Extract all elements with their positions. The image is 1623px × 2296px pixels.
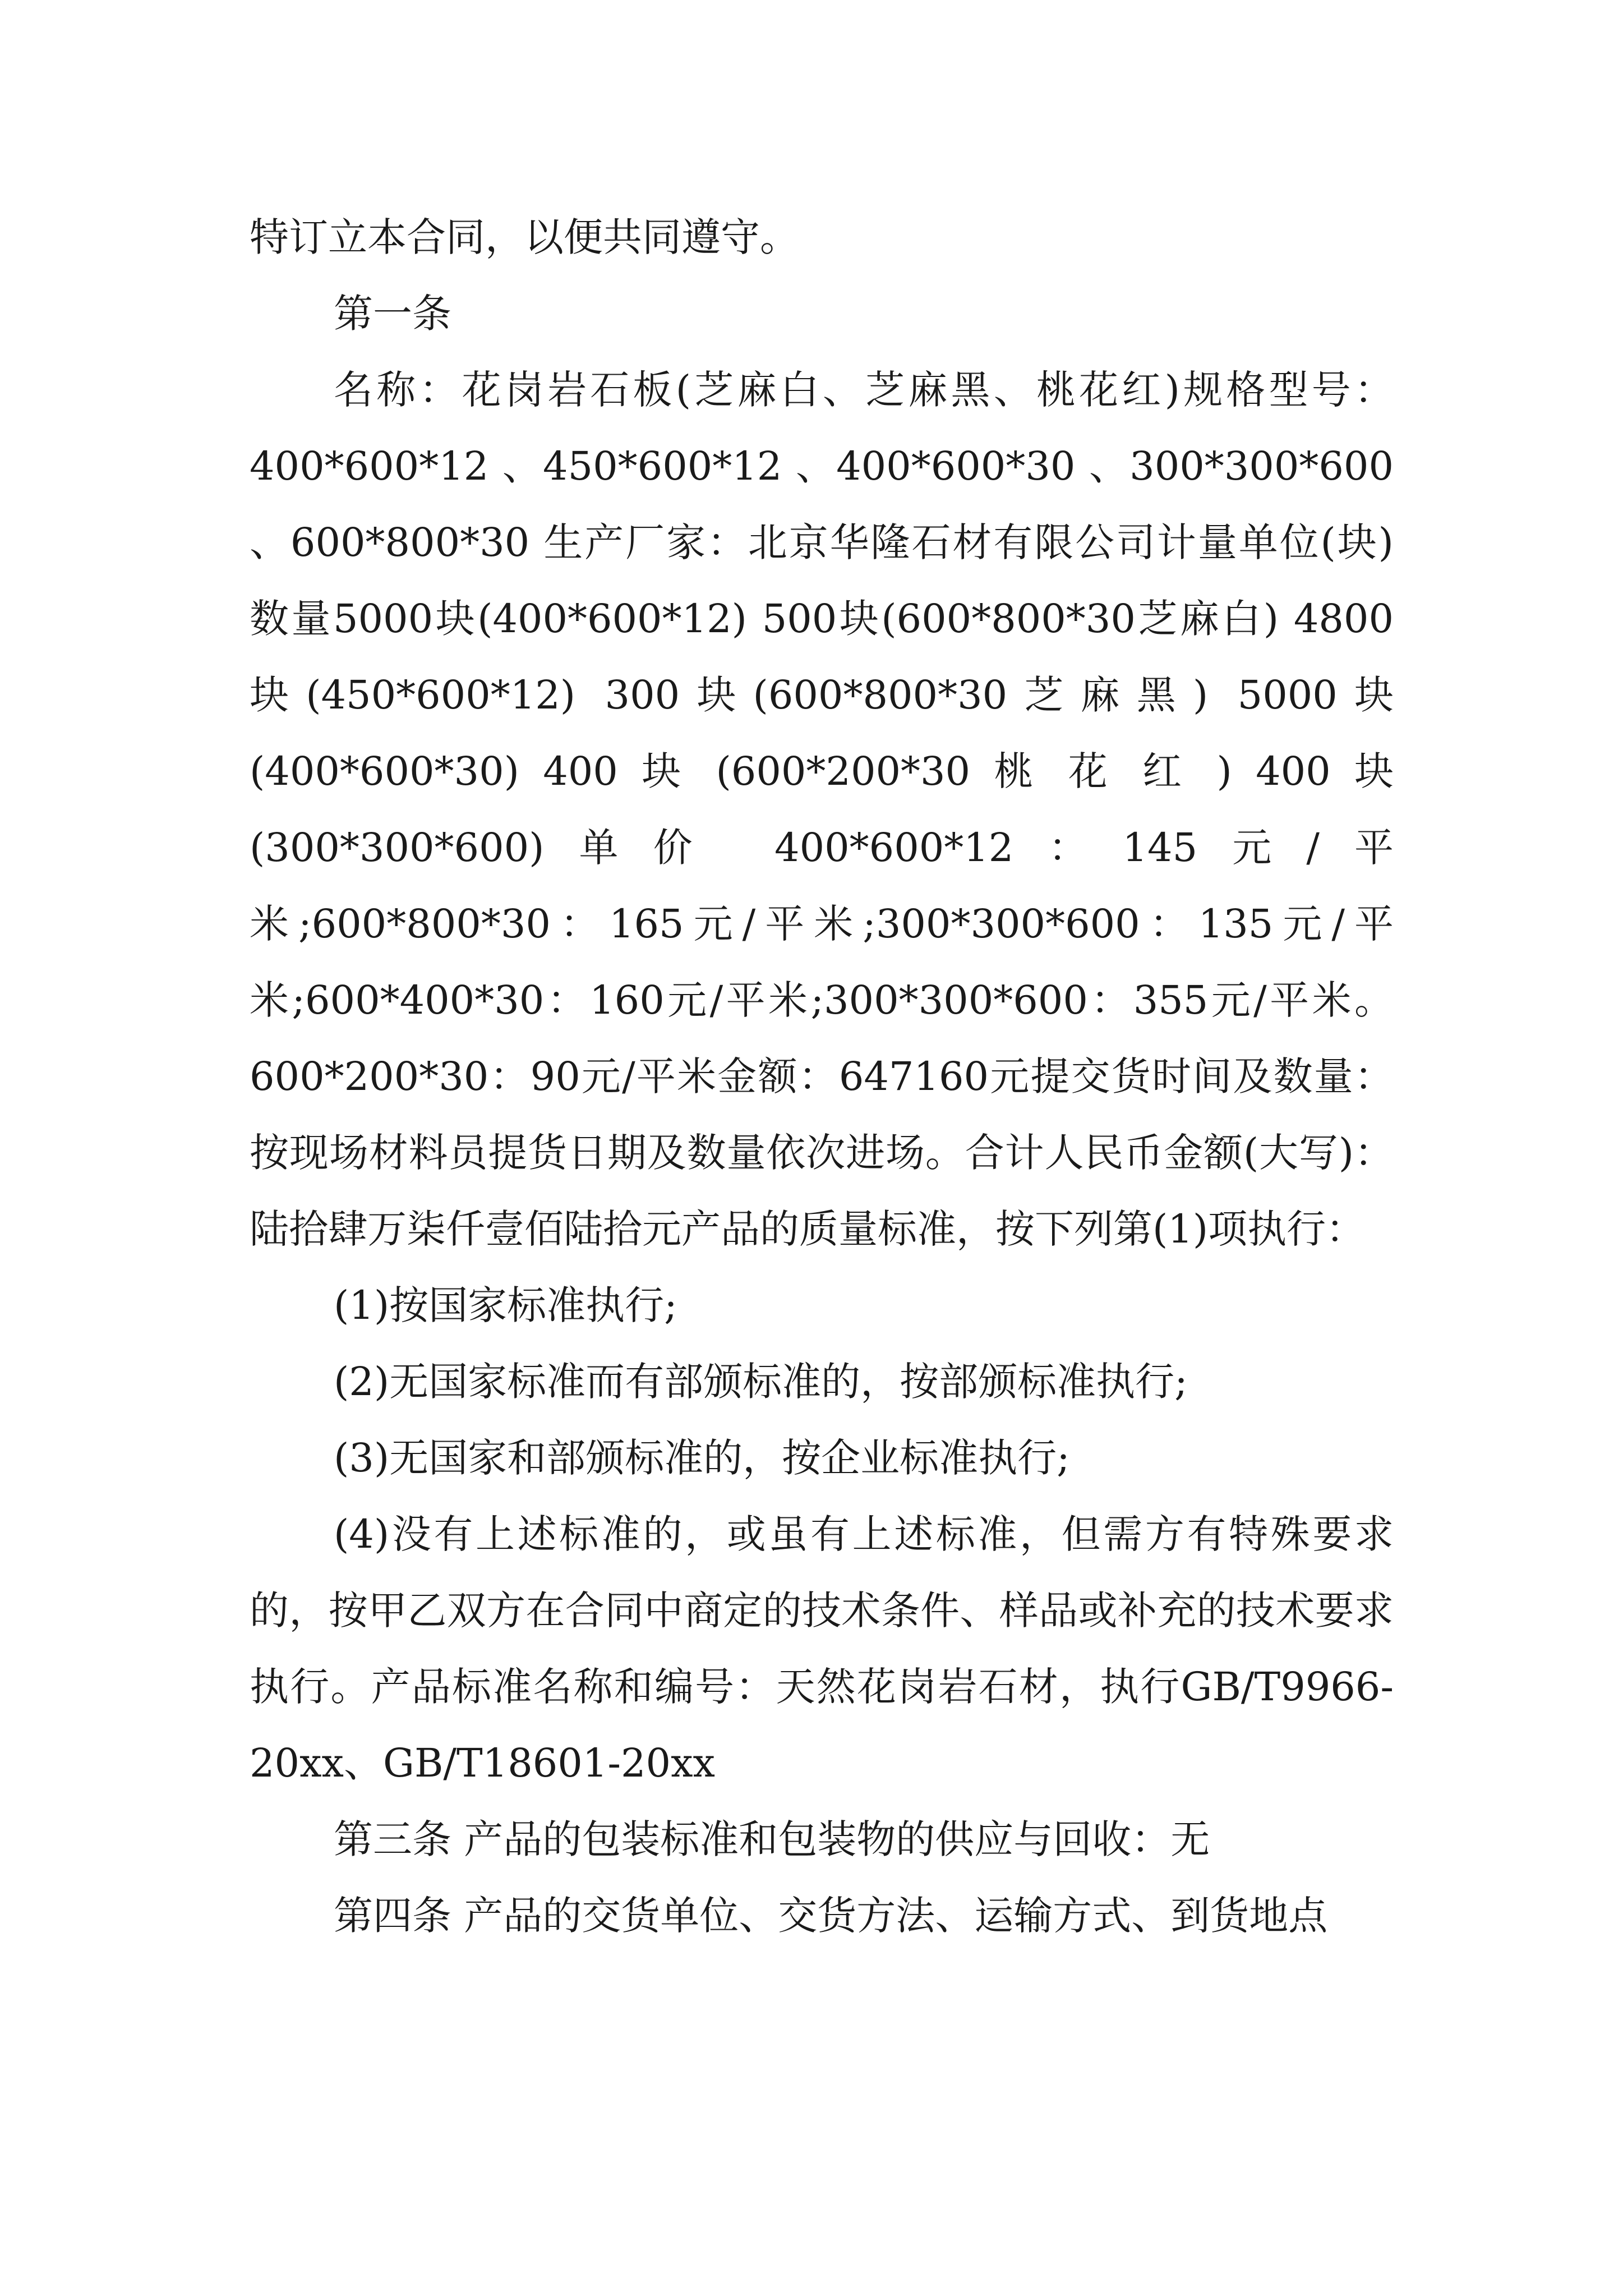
article-three-paragraph: 第三条 产品的包装标准和包装物的供应与回收：无	[334, 1816, 1210, 1862]
product-details-paragraph: 名称：花岗岩石板(芝麻白、芝麻黑、桃花红)规格型号：400*600*12 、450*600*12 、400*600*30 、300*300*600 、600*800*30 生产厂家：北京华隆石材有限公司计量单位(块)数量5000块(400*600*12) 500块(600*800*30芝麻白) 4800块(450*600*12) 300块(600*800*30芝麻黑) 5000块(400*600*30) 400 块 (600*200*30 桃 花 红 ) 400 块 (300*300*600)单价 400*600*12：145元/平米;600*800*30：165元/平米;300*300*600：135元/平米;600*400*30：160元/平米;300*300*600：355元/平米。 600*200*30：90元/平米金额：647160元提交货时间及数量：按现场材料员提货日期及数量依次进场。合计人民币金额(大写)：陆拾肆万柒仟壹佰陆拾元产品的质量标准，按下列第(1)项执行：	[250, 367, 1394, 1252]
article-one-heading: 第一条	[334, 291, 451, 337]
document-body	[250, 199, 1394, 1954]
paragraph-closing-line: 特订立本合同，以便共同遵守。	[250, 214, 799, 260]
standard-item-2: (2)无国家标准而有部颁标准的，按部颁标准执行;	[334, 1359, 1188, 1405]
standard-item-1: (1)按国家标准执行;	[334, 1282, 677, 1328]
standard-item-4: (4)没有上述标准的，或虽有上述标准，但需方有特殊要求的，按甲乙双方在合同中商定的技术条件、样品或补充的技术要求执行。产品标准名称和编号：天然花岗岩石材，执行GB/T9966-20xx、GB/T18601-20xx	[250, 1511, 1394, 1786]
article-four-paragraph: 第四条 产品的交货单位、交货方法、运输方式、到货地点	[334, 1893, 1328, 1939]
standard-item-3: (3)无国家和部颁标准的，按企业标准执行;	[334, 1435, 1070, 1481]
